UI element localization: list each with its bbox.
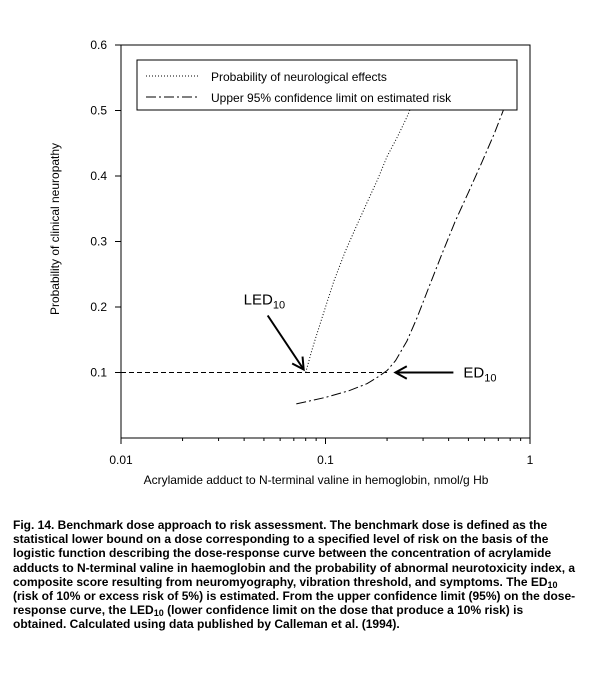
x-tick-label: 0.01 (109, 453, 133, 467)
caption-text: Fig. 14. Benchmark dose approach to risk assessment. The benchmark dose is defined as the statistical lower bound on a dose corresponding to a specified level of risk on the basis of the logistic function describing the dose-response curve between the concentration of acrylamide adducts to N-terminal valine in haemoglobin and the probability of abnormal neurotoxicity index, a composite score resulting from neuromyography, vibration threshold, and symptoms. The ED (13, 518, 576, 589)
annotation-led (244, 292, 304, 370)
annotation-label-0: $LED_{10}$ (243, 291, 286, 312)
caption-subscript: 10 (547, 579, 558, 590)
annotation-arrow-0 (268, 316, 304, 370)
x-axis-label: Acrylamide adduct to N-terminal valine in hemoglobin, nmol/g Hb (143, 473, 489, 487)
y-tick-label: 0.3 (90, 234, 107, 249)
annotation-ed (395, 365, 496, 385)
caption-text: (risk of 10% or excess risk of 5%) is estimated. From the upper confidence limit (95%) on the dose-response curve, the LED (13, 589, 576, 618)
y-axis-label: Probability of clinical neuropathy (48, 142, 62, 316)
caption-subscript: 10 (153, 608, 164, 619)
y-tick-label: 0.1 (90, 365, 107, 380)
legend-label-1: Upper 95% confidence limit on estimated risk (211, 91, 452, 105)
y-tick-label: 0.6 (90, 38, 107, 52)
annotation-arrowhead-0 (292, 357, 304, 370)
series-line-0 (306, 97, 416, 372)
x-tick-label: 0.1 (317, 453, 334, 467)
y-tick-label: 0.5 (90, 103, 107, 118)
caption-text: (lower confidence limit on the dose that produce a 10% risk) is obtained. Calculated using data published by Calleman et al. (1994). (13, 603, 524, 632)
series-line-1 (296, 107, 504, 404)
figure-caption (13, 518, 579, 632)
legend-label-0: Probability of neurological effects (211, 70, 387, 84)
y-tick-label: 0.4 (90, 169, 107, 183)
series-layer (296, 97, 504, 404)
y-tick-label: 0.2 (90, 300, 107, 314)
annotations (244, 292, 497, 385)
legend (137, 60, 517, 110)
annotation-label-1: $ED_{10}$ (463, 364, 497, 385)
x-tick-label: 1 (526, 453, 534, 467)
